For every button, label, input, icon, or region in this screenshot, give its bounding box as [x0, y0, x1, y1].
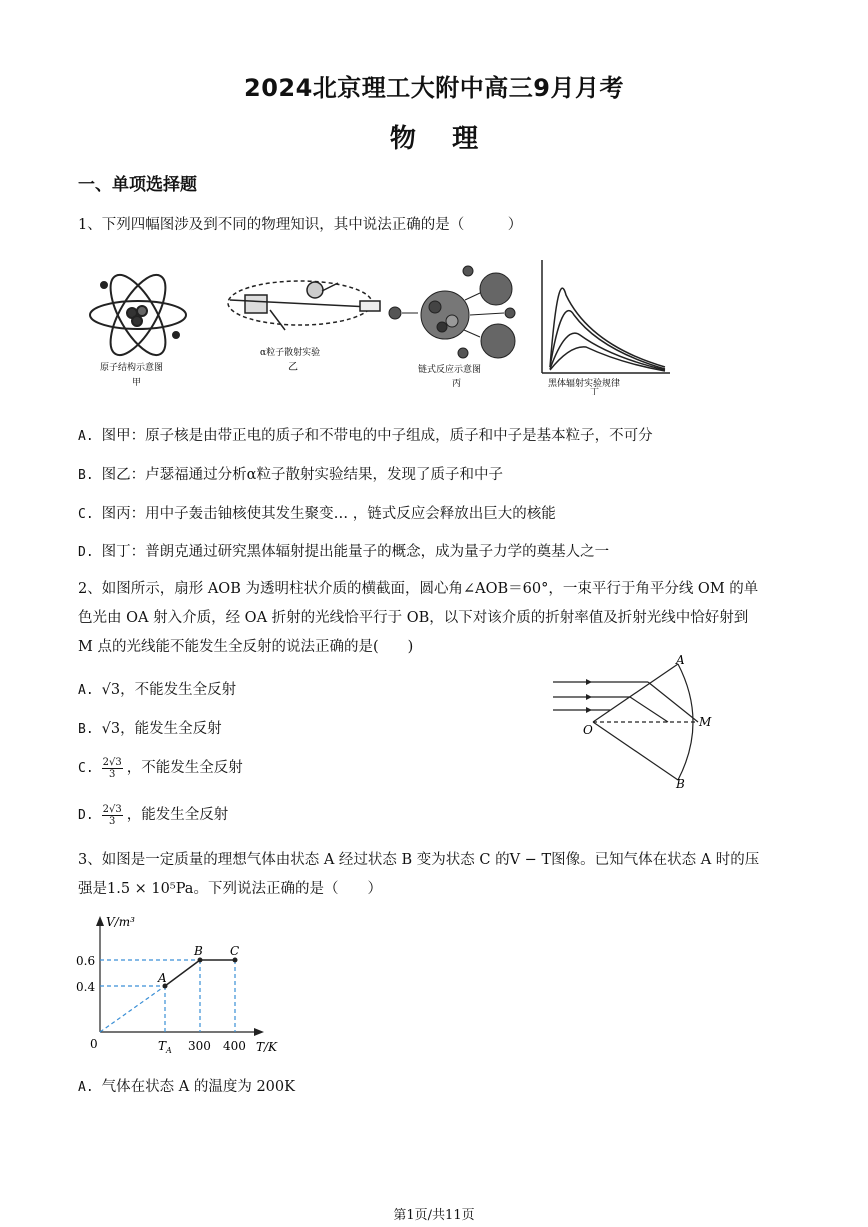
atom-structure-figure — [90, 267, 186, 363]
q3-option-a[interactable]: A. 气体在状态 A 的温度为 200K — [78, 1079, 295, 1095]
ytick-0-4: 0.4 — [76, 980, 96, 994]
q2-option-d[interactable]: D. $\frac{2√3}{3}$ ，能发生全反射 — [78, 803, 229, 827]
point-c-label: C — [230, 944, 240, 958]
xtick-300: 300 — [188, 1039, 211, 1053]
fraction: $\frac{2√3}{3}$ — [102, 756, 122, 780]
page-number: 第1页/共11页 — [393, 1208, 475, 1223]
fig-jia-caption: 原子结构示意图 — [100, 363, 164, 373]
chain-reaction-figure — [389, 266, 515, 358]
graph-ylabel: V/m³ — [106, 915, 135, 929]
q2-stem-line1: 2、如图所示，扇形 AOB 为透明柱状介质的横截面，圆心角∠AOB＝60°，一束平行于角平分线 OM 的单 — [78, 581, 759, 597]
xtick-ta: $T_A$ — [158, 1039, 172, 1055]
q2-option-a[interactable]: A. √3，不能发生全反射 — [78, 682, 237, 698]
q2-sector-figure — [548, 652, 718, 792]
q2-option-c[interactable]: C. $\frac{2√3}{3}$ ，不能发生全反射 — [78, 756, 243, 780]
fig-bing-label: 丙 — [452, 379, 462, 389]
graph-xlabel: T/K — [256, 1040, 278, 1054]
q2-stem-line2: 色光由 OA 射入介质，经 OA 折射的光线恰平行于 OB，以下对该介质的折射率值及折射光线中恰好射到 — [78, 610, 749, 626]
fraction: $\frac{2√3}{3}$ — [102, 803, 122, 827]
fig-yi-label: 乙 — [288, 362, 298, 373]
q1-option-b[interactable]: B. 图乙：卢瑟福通过分析α粒子散射实验结果，发现了质子和中子 — [78, 467, 503, 483]
fig-yi-caption: α粒子散射实验 — [260, 348, 321, 358]
label-b: B — [676, 777, 685, 791]
blackbody-radiation-figure — [542, 260, 670, 373]
ytick-0-6: 0.6 — [76, 954, 96, 968]
q2-stem-line3: M 点的光线能不能发生全反射的说法正确的是( ) — [78, 639, 414, 655]
fig-ding-caption: 黑体辐射实验规律 — [548, 379, 621, 389]
point-a-label: A — [158, 971, 167, 985]
xtick-400: 400 — [223, 1039, 246, 1053]
q1-figures — [80, 255, 680, 395]
q3-stem-line1: 3、如图是一定质量的理想气体由状态 A 经过状态 B 变为状态 C 的V − T图像。已知气体在状态 A 时的压 — [78, 852, 760, 868]
section-heading: 一、单项选择题 — [78, 175, 197, 195]
label-o: O — [583, 723, 593, 737]
q1-option-a[interactable]: A. 图甲：原子核是由带正电的质子和不带电的中子组成，质子和中子是基本粒子，不可分 — [78, 428, 653, 444]
subject-title: 物 理 — [389, 124, 479, 154]
point-b-label: B — [194, 944, 203, 958]
alpha-scattering-figure — [228, 281, 380, 330]
label-a: A — [676, 653, 685, 667]
fig-bing-caption: 链式反应示意图 — [418, 365, 482, 375]
fig-jia-label: 甲 — [132, 378, 142, 388]
exam-title: 2024北京理工大附中高三9月月考 — [244, 74, 624, 102]
graph-origin: 0 — [90, 1037, 98, 1051]
q1-stem: 1、下列四幅图涉及到不同的物理知识，其中说法正确的是（ ） — [78, 217, 523, 233]
fig-ding-label: 丁 — [590, 388, 600, 395]
q1-option-d[interactable]: D. 图丁：普朗克通过研究黑体辐射提出能量子的概念，成为量子力学的奠基人之一 — [78, 544, 610, 560]
q2-option-b[interactable]: B. √3，能发生全反射 — [78, 721, 222, 737]
label-m: M — [699, 715, 712, 729]
q3-stem-line2: 强是1.5 × 10⁵Pa。下列说法正确的是（ ） — [78, 881, 382, 897]
q3-vt-graph — [72, 914, 292, 1064]
q1-option-c[interactable]: C. 图丙：用中子轰击铀核使其发生聚变… ，链式反应会释放出巨大的核能 — [78, 506, 556, 522]
